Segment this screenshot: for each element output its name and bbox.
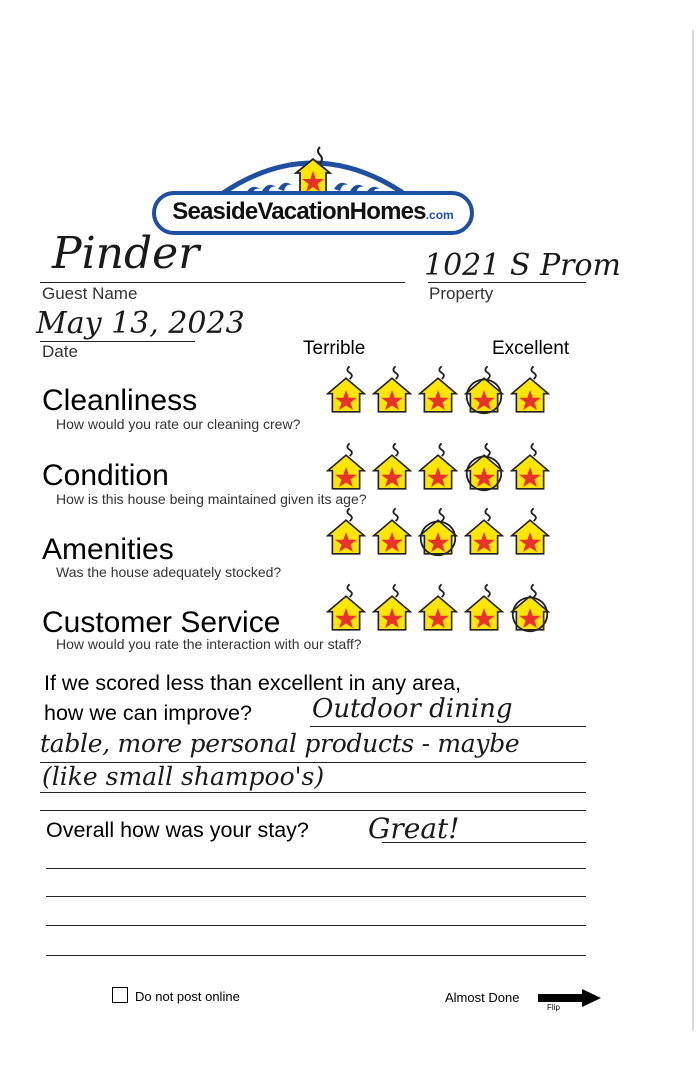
rating-question: How would you rate the interaction with our staff? bbox=[56, 636, 362, 652]
rating-house-icon[interactable] bbox=[372, 364, 412, 416]
rating-house-icon[interactable] bbox=[418, 441, 458, 493]
rating-house-icon[interactable] bbox=[326, 582, 366, 634]
rating-house-icon[interactable] bbox=[372, 441, 412, 493]
rating-question: How would you rate our cleaning crew? bbox=[56, 416, 301, 432]
overall-question: Overall how was your stay? bbox=[46, 818, 309, 842]
rating-title: Cleanliness bbox=[42, 384, 198, 417]
property-value: 1021 S Prom bbox=[424, 248, 622, 283]
answer-line bbox=[40, 792, 586, 793]
rating-question: How is this house being maintained given its age? bbox=[56, 491, 367, 507]
rating-title: Condition bbox=[42, 459, 169, 492]
rating-house-icon[interactable] bbox=[510, 582, 550, 634]
card-edge bbox=[692, 30, 694, 1030]
blank-line bbox=[46, 896, 586, 897]
blank-line bbox=[46, 955, 586, 956]
flip-label: Flip bbox=[547, 1003, 560, 1012]
guest-name-label: Guest Name bbox=[42, 284, 138, 303]
scale-high-label: Excellent bbox=[492, 338, 570, 359]
rating-title: Customer Service bbox=[42, 606, 281, 639]
property-line bbox=[428, 282, 586, 283]
date-label: Date bbox=[42, 342, 78, 361]
answer-line bbox=[40, 810, 586, 811]
rating-house-icon[interactable] bbox=[464, 582, 504, 634]
rating-house-icon[interactable] bbox=[326, 441, 366, 493]
answer-line bbox=[310, 726, 586, 727]
rating-house-icon[interactable] bbox=[418, 582, 458, 634]
improve-question-line1: If we scored less than excellent in any area, bbox=[44, 671, 462, 695]
rating-house-icon[interactable] bbox=[326, 506, 366, 558]
rating-house-icon[interactable] bbox=[372, 582, 412, 634]
improve-answer-line2: table, more personal products - maybe bbox=[40, 729, 520, 758]
rating-house-icon[interactable] bbox=[510, 506, 550, 558]
rating-house-icon[interactable] bbox=[464, 441, 504, 493]
improve-answer-line1: Outdoor dining bbox=[312, 694, 513, 724]
rating-house-icon[interactable] bbox=[510, 441, 550, 493]
almost-done-label: Almost Done bbox=[445, 990, 520, 1005]
answer-line bbox=[382, 842, 586, 843]
rating-house-icon[interactable] bbox=[418, 364, 458, 416]
rating-title: Amenities bbox=[42, 533, 174, 566]
guest-name-line bbox=[40, 282, 405, 283]
rating-house-icon[interactable] bbox=[464, 364, 504, 416]
improve-question-line2: how we can improve? bbox=[44, 701, 252, 725]
rating-question: Was the house adequately stocked? bbox=[56, 564, 282, 580]
blank-line bbox=[46, 868, 586, 869]
rating-house-icon[interactable] bbox=[464, 506, 504, 558]
property-label: Property bbox=[429, 284, 494, 303]
brand-logo-text: SeasideVacationHomes.com bbox=[172, 198, 454, 225]
do-not-post-label: Do not post online bbox=[135, 989, 240, 1004]
rating-house-icon[interactable] bbox=[418, 506, 458, 558]
improve-answer-line3: (like small shampoo's) bbox=[42, 762, 325, 791]
rating-house-icon[interactable] bbox=[510, 364, 550, 416]
guest-name-value: Pinder bbox=[52, 228, 200, 279]
date-value: May 13, 2023 bbox=[36, 306, 245, 341]
rating-house-icon[interactable] bbox=[326, 364, 366, 416]
scale-low-label: Terrible bbox=[303, 338, 366, 359]
rating-house-icon[interactable] bbox=[372, 506, 412, 558]
do-not-post-checkbox[interactable] bbox=[112, 987, 128, 1003]
overall-answer: Great! bbox=[368, 812, 460, 845]
blank-line bbox=[46, 925, 586, 926]
